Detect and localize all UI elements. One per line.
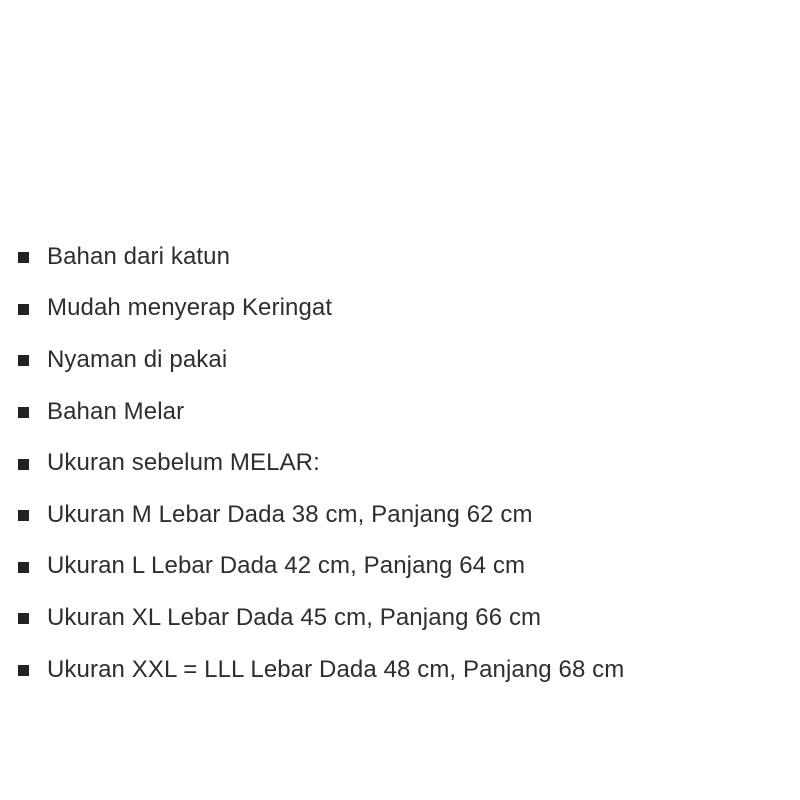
list-item — [18, 386, 788, 438]
square-bullet-icon — [18, 562, 29, 573]
list-item — [18, 489, 788, 541]
list-item-text: Bahan Melar — [47, 397, 185, 425]
list-item — [18, 334, 788, 386]
square-bullet-icon — [18, 665, 29, 676]
square-bullet-icon — [18, 304, 29, 315]
square-bullet-icon — [18, 407, 29, 418]
list-item-text: Bahan dari katun — [47, 242, 231, 270]
list-item-text: Ukuran XXL = LLL Lebar Dada 48 cm, Panjang 68 cm — [47, 655, 625, 683]
square-bullet-icon — [18, 459, 29, 470]
list-item — [18, 592, 788, 644]
list-item — [18, 644, 788, 696]
list-item — [18, 541, 788, 593]
list-item-text: Ukuran XL Lebar Dada 45 cm, Panjang 66 cm — [47, 603, 542, 631]
product-spec-list — [18, 231, 788, 695]
list-item-text: Ukuran M Lebar Dada 38 cm, Panjang 62 cm — [47, 500, 533, 528]
square-bullet-icon — [18, 613, 29, 624]
square-bullet-icon — [18, 252, 29, 263]
square-bullet-icon — [18, 355, 29, 366]
list-item-text: Mudah menyerap Keringat — [47, 294, 333, 322]
faded-cropped-text — [18, 186, 218, 212]
list-item — [18, 437, 788, 489]
list-item-text: Ukuran sebelum MELAR: — [47, 449, 320, 477]
list-item-text: Ukuran L Lebar Dada 42 cm, Panjang 64 cm — [47, 552, 526, 580]
square-bullet-icon — [18, 510, 29, 521]
list-item — [18, 231, 788, 283]
list-item — [18, 283, 788, 335]
list-item-text: Nyaman di pakai — [47, 345, 228, 373]
